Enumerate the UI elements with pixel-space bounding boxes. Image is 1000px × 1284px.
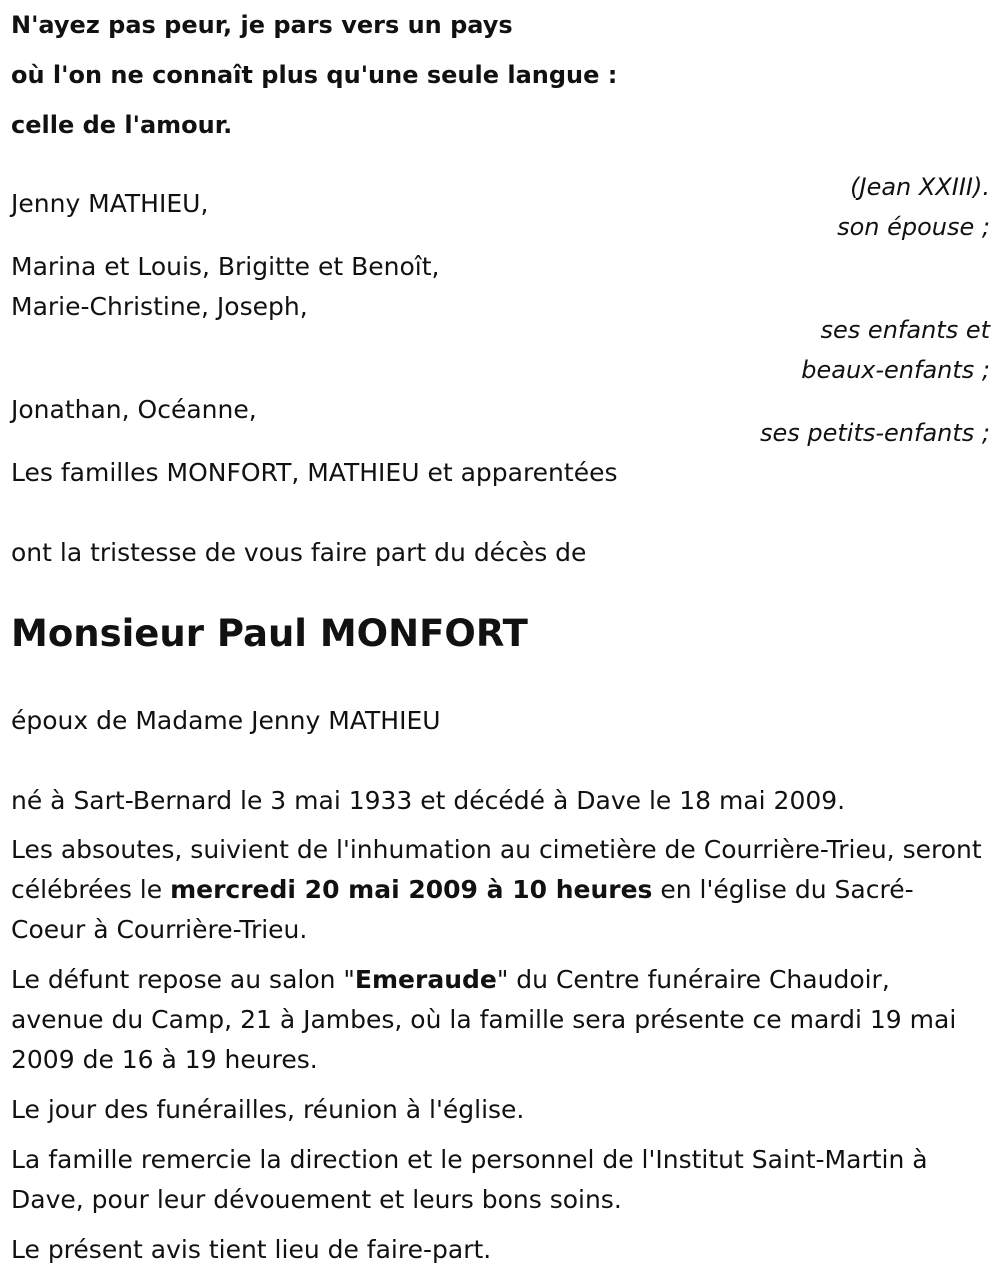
quote-line-3: celle de l'amour. — [11, 111, 233, 139]
quote-block — [11, 0, 617, 150]
children-role-line-1: ses enfants et — [820, 316, 990, 344]
grandchildren-role: ses petits-enfants ; — [759, 419, 990, 447]
families-line: Les familles MONFORT, MATHIEU et apparentées — [11, 458, 618, 487]
grandchildren-names: Jonathan, Océanne, — [11, 395, 257, 424]
deceased-name: Monsieur Paul MONFORT — [11, 612, 528, 655]
notice-note: Le présent avis tient lieu de faire-part. — [11, 1235, 492, 1264]
thanks-note: La famille remercie la direction et le personnel de l'Institut Saint-Martin à Dave, pour leur dévouement et leurs bons soins. — [11, 1145, 928, 1214]
visitation-paragraph — [11, 960, 986, 1080]
children-names-line-2: Marie-Christine, Joseph, — [11, 292, 308, 321]
quote-author: (Jean XXIII). — [850, 173, 990, 201]
ceremony-text-2: en l'église du Sacré-Coeur à Courrière-Trieu. — [11, 875, 914, 944]
gathering-note: Le jour des funérailles, réunion à l'église. — [11, 1095, 525, 1124]
spouse-of-line: époux de Madame Jenny MATHIEU — [11, 706, 441, 735]
birth-death-line: né à Sart-Bernard le 3 mai 1933 et décédé à Dave le 18 mai 2009. — [11, 786, 846, 815]
children-role-line-2: beaux-enfants ; — [801, 356, 990, 384]
salon-name: Emeraude — [354, 965, 497, 994]
ceremony-date-time: mercredi 20 mai 2009 à 10 heures — [170, 875, 653, 904]
spouse-role: son épouse ; — [837, 213, 990, 241]
visitation-text-2: " du Centre funéraire Chaudoir, avenue du Camp, 21 à Jambes, où la famille sera présente ce mardi 19 mai 2009 de 16 à 19 heures. — [11, 965, 957, 1074]
quote-line-1: N'ayez pas peur, je pars vers un pays — [11, 11, 513, 39]
spouse-name: Jenny MATHIEU, — [11, 189, 209, 218]
ceremony-paragraph — [11, 830, 986, 950]
children-names-line-1: Marina et Louis, Brigitte et Benoît, — [11, 252, 440, 281]
quote-line-2: où l'on ne connaît plus qu'une seule langue : — [11, 61, 618, 89]
ceremony-text-1: Les absoutes, suivient de l'inhumation au cimetière de Courrière-Trieu, seront célébrées le — [11, 835, 982, 904]
announcement-intro: ont la tristesse de vous faire part du décès de — [11, 538, 587, 567]
visitation-text-1: Le défunt repose au salon " — [11, 965, 355, 994]
